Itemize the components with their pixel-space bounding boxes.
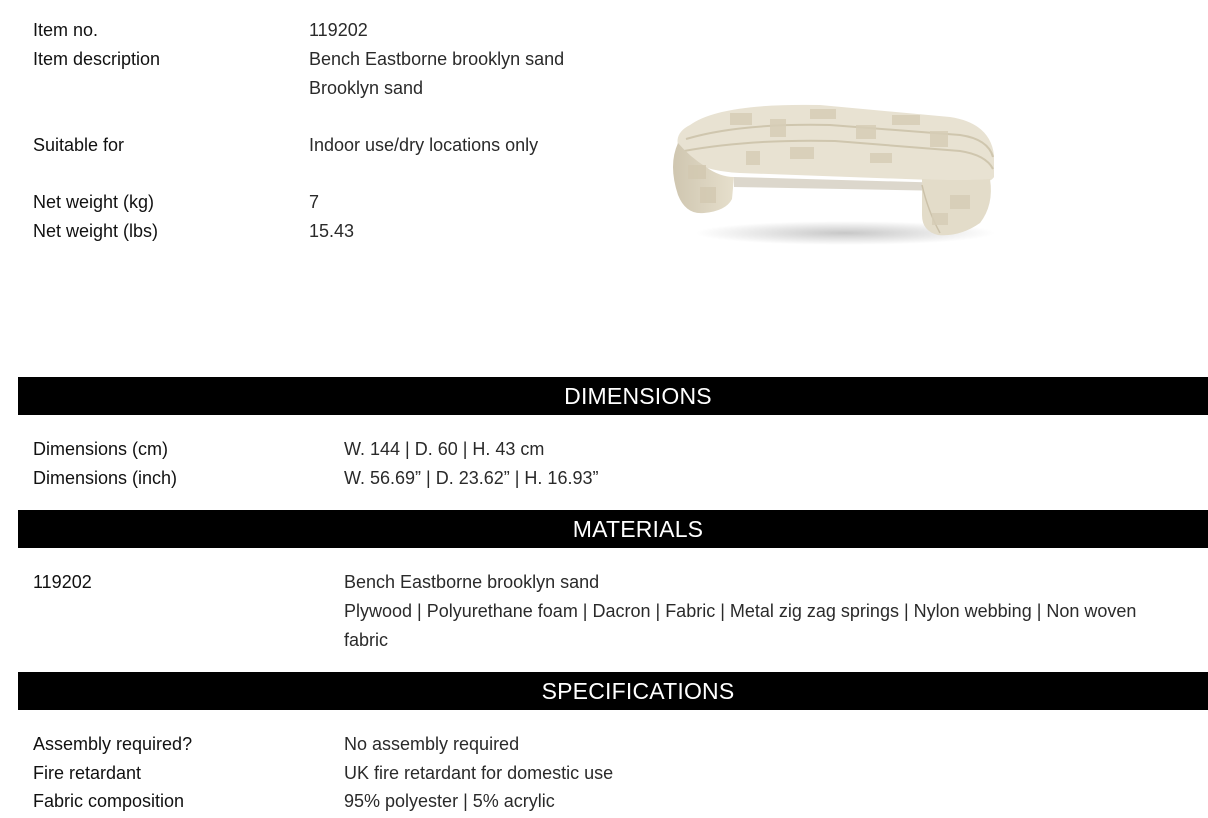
dimensions-cm-value: W. 144 | D. 60 | H. 43 cm	[344, 439, 545, 459]
materials-item-name: Bench Eastborne brooklyn sand	[344, 572, 600, 592]
item-description-label: Item description	[33, 49, 161, 69]
dimensions-header: DIMENSIONS	[18, 377, 1208, 415]
specifications-header: SPECIFICATIONS	[18, 672, 1208, 710]
assembly-required-label: Assembly required?	[33, 734, 193, 754]
suitable-for-label: Suitable for	[33, 135, 125, 155]
item-no-value: 119202	[309, 20, 368, 40]
fire-retardant-label: Fire retardant	[33, 763, 142, 783]
materials-header: MATERIALS	[18, 510, 1208, 548]
materials-item-label: 119202	[33, 572, 92, 592]
materials-list-line-1: Plywood | Polyurethane foam | Dacron | Fabric | Metal zig zag springs | Nylon webbing | Non woven	[344, 601, 1137, 621]
net-weight-kg-value: 7	[309, 192, 320, 212]
item-no-label: Item no.	[33, 20, 99, 40]
net-weight-lbs-value: 15.43	[309, 221, 355, 241]
dimensions-inch-label: Dimensions (inch)	[33, 468, 178, 488]
net-weight-kg-label: Net weight (kg)	[33, 192, 155, 212]
fire-retardant-value: UK fire retardant for domestic use	[344, 763, 614, 783]
dimensions-inch-value: W. 56.69” | D. 23.62” | H. 16.93”	[344, 468, 599, 488]
suitable-for-value: Indoor use/dry locations only	[309, 135, 539, 155]
item-description-value: Bench Eastborne brooklyn sand	[309, 49, 565, 69]
net-weight-lbs-label: Net weight (lbs)	[33, 221, 159, 241]
fabric-composition-label: Fabric composition	[33, 791, 185, 811]
materials-list-line-2: fabric	[344, 630, 389, 650]
dimensions-cm-label: Dimensions (cm)	[33, 439, 169, 459]
item-description-color: Brooklyn sand	[309, 78, 424, 98]
fabric-composition-value: 95% polyester | 5% acrylic	[344, 791, 555, 811]
product-image-bench	[660, 95, 1005, 255]
assembly-required-value: No assembly required	[344, 734, 520, 754]
